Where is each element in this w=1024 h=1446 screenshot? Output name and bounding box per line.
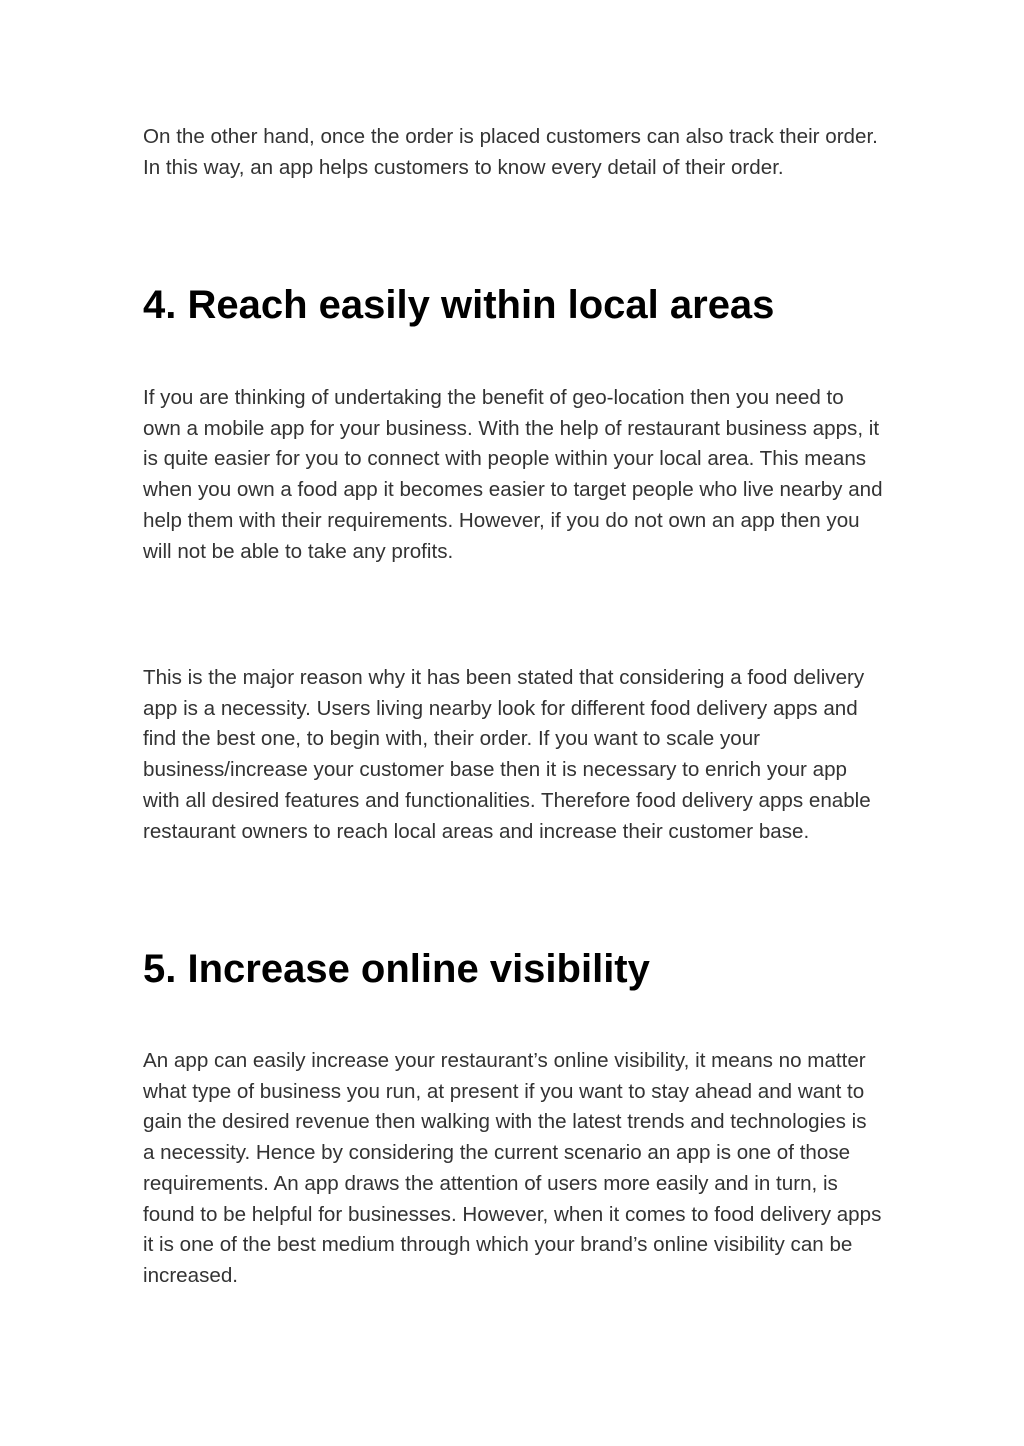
section-4-paragraph-2: This is the major reason why it has been stated that considering a food delivery app is a necessity. Users living nearby look for different food delivery apps and find the best one, to begin with, their order. If you want to scale your business/increase your customer base then it is necessary to enrich your app with all desired features and functionalities. Therefore food delivery apps enable restaurant owners to reach local areas and increase their customer base. (143, 666, 871, 843)
section-4-paragraph-1: If you are thinking of undertaking the benefit of geo-location then you need to own a mobile app for your business. With the help of restaurant business apps, it is quite easier for you to connect with people within your local area. This means when you own a food app it becomes easier to target people who live nearby and help them with their requirements. However, if you do not own an app then you will not be able to take any profits. (143, 386, 883, 563)
intro-paragraph: On the other hand, once the order is placed customers can also track their order. In this way, an app helps customers to know every detail of their order. (143, 125, 878, 179)
section-4-heading: 4. Reach easily within local areas (143, 283, 775, 327)
section-5-heading: 5. Increase online visibility (143, 947, 650, 991)
section-5-paragraph-1: An app can easily increase your restaurant’s online visibility, it means no matter what type of business you run, at present if you want to stay ahead and want to gain the desired revenue then walking with the latest trends and technologies is a necessity. Hence by considering the current scenario an app is one of those requirements. An app draws the attention of users more easily and in turn, is found to be helpful for businesses. However, when it comes to food delivery apps it is one of the best medium through which your brand’s online visibility can be increased. (143, 1049, 882, 1287)
